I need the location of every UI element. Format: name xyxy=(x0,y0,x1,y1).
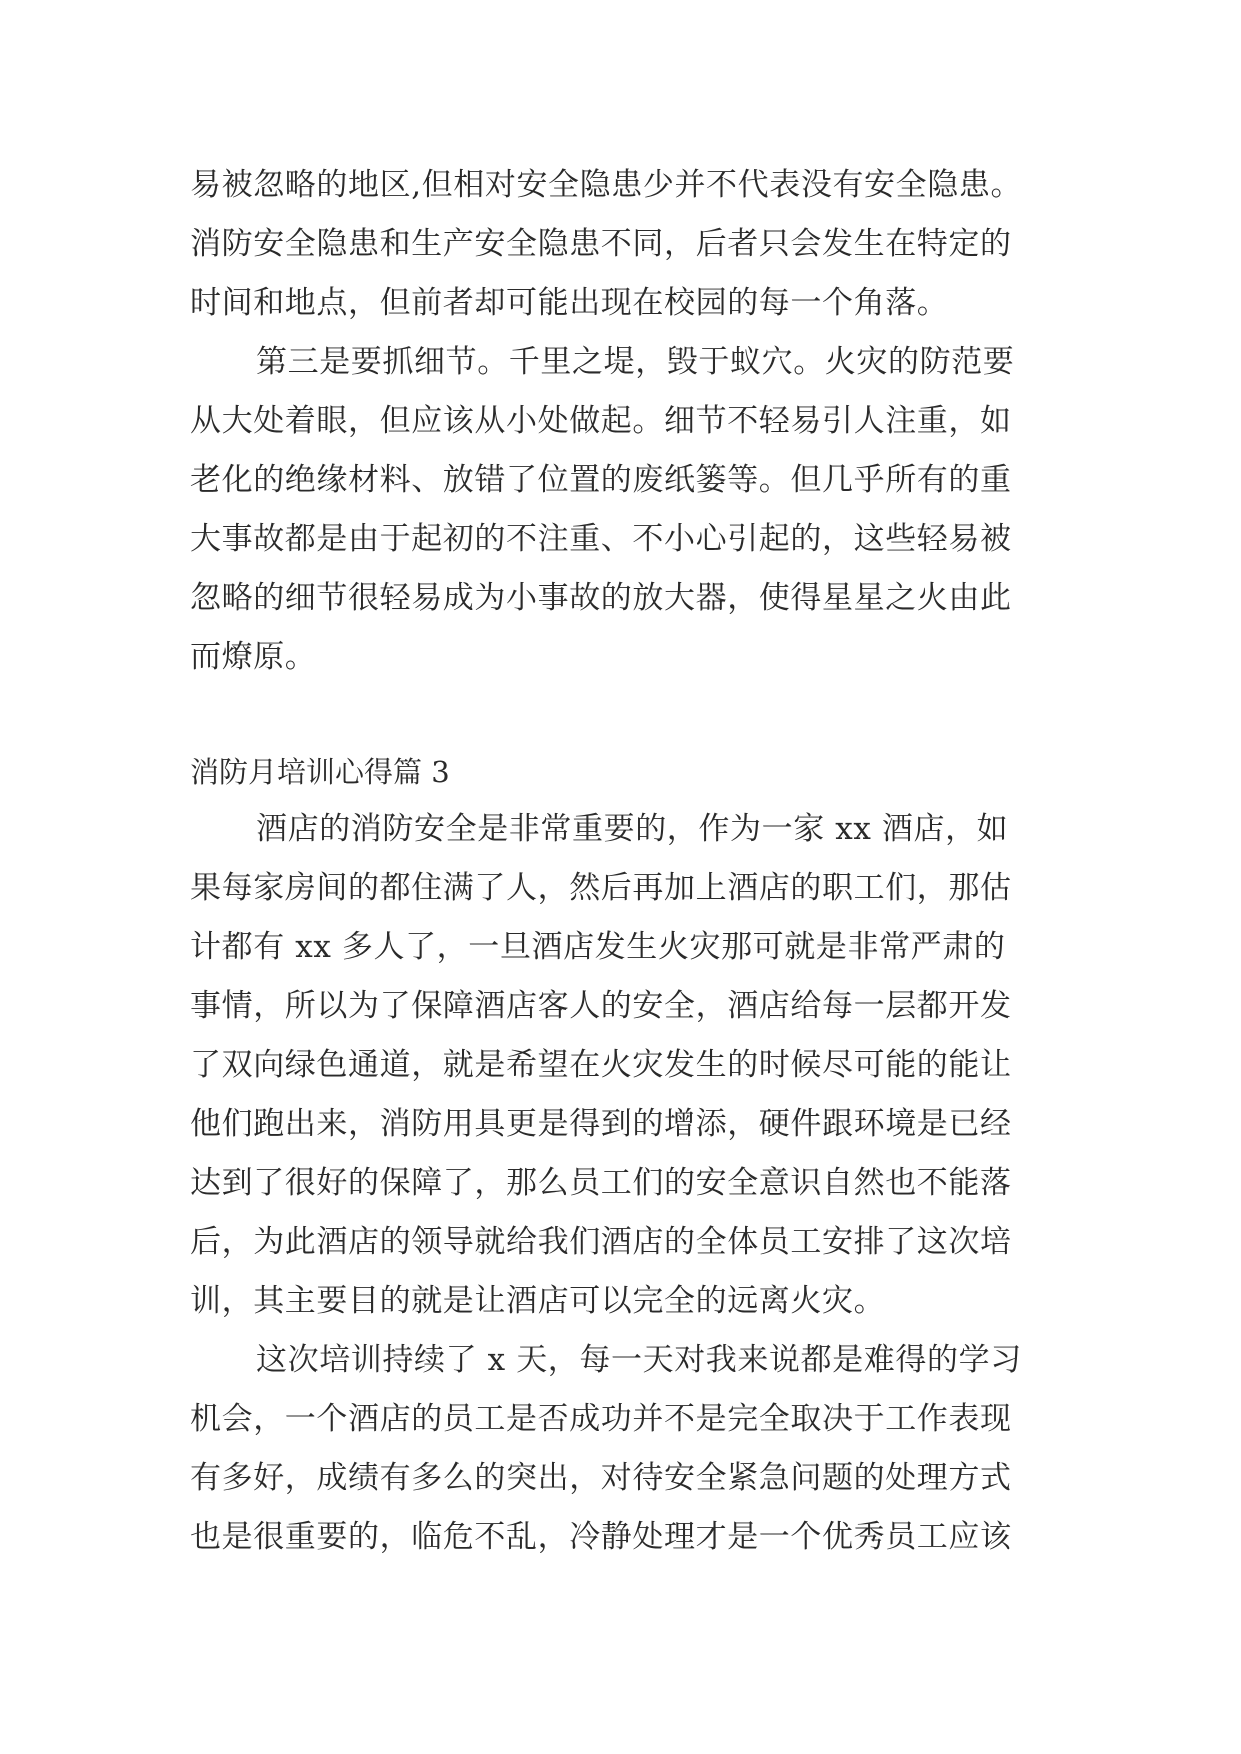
text-line: 易被忽略的地区,但相对安全隐患少并不代表没有安全隐患。 xyxy=(190,167,1023,203)
text-line: 计都有 xx 多人了，一旦酒店发生火灾那可就是非常严肃的 xyxy=(190,929,1006,965)
text-line: 也是很重要的，临危不乱，冷静处理才是一个优秀员工应该 xyxy=(190,1519,1012,1555)
paragraph-first-line: 这次培训持续了 x 天，每一天对我来说都是难得的学习 xyxy=(256,1342,1022,1378)
text-line: 了双向绿色通道，就是希望在火灾发生的时候尽可能的能让 xyxy=(190,1047,1012,1083)
text-line: 有多好，成绩有多么的突出，对待安全紧急问题的处理方式 xyxy=(190,1460,1012,1496)
text-line: 从大处着眼，但应该从小处做起。细节不轻易引人注重，如 xyxy=(190,403,1012,439)
section-heading: 消防月培训心得篇 3 xyxy=(190,755,450,789)
text-line: 而燎原。 xyxy=(190,639,317,675)
text-line: 事情，所以为了保障酒店客人的安全，酒店给每一层都开发 xyxy=(190,988,1012,1024)
text-line: 消防安全隐患和生产安全隐患不同，后者只会发生在特定的 xyxy=(190,226,1012,262)
text-line: 大事故都是由于起初的不注重、不小心引起的，这些轻易被 xyxy=(190,521,1012,557)
text-line: 他们跑出来，消防用具更是得到的增添，硬件跟环境是已经 xyxy=(190,1106,1012,1142)
text-line: 忽略的细节很轻易成为小事故的放大器，使得星星之火由此 xyxy=(190,580,1012,616)
paragraph-first-line: 第三是要抓细节。千里之堤，毁于蚁穴。火灾的防范要 xyxy=(256,344,1015,380)
text-line: 后，为此酒店的领导就给我们酒店的全体员工安排了这次培 xyxy=(190,1224,1012,1260)
paragraph-first-line: 酒店的消防安全是非常重要的，作为一家 xx 酒店，如 xyxy=(256,811,1009,847)
text-line: 达到了很好的保障了，那么员工们的安全意识自然也不能落 xyxy=(190,1165,1012,1201)
text-line: 老化的绝缘材料、放错了位置的废纸篓等。但几乎所有的重 xyxy=(190,462,1012,498)
text-line: 机会，一个酒店的员工是否成功并不是完全取决于工作表现 xyxy=(190,1401,1012,1437)
text-line: 果每家房间的都住满了人，然后再加上酒店的职工们，那估 xyxy=(190,870,1012,906)
text-line: 训，其主要目的就是让酒店可以完全的远离火灾。 xyxy=(190,1283,886,1319)
text-line: 时间和地点，但前者却可能出现在校园的每一个角落。 xyxy=(190,285,949,321)
